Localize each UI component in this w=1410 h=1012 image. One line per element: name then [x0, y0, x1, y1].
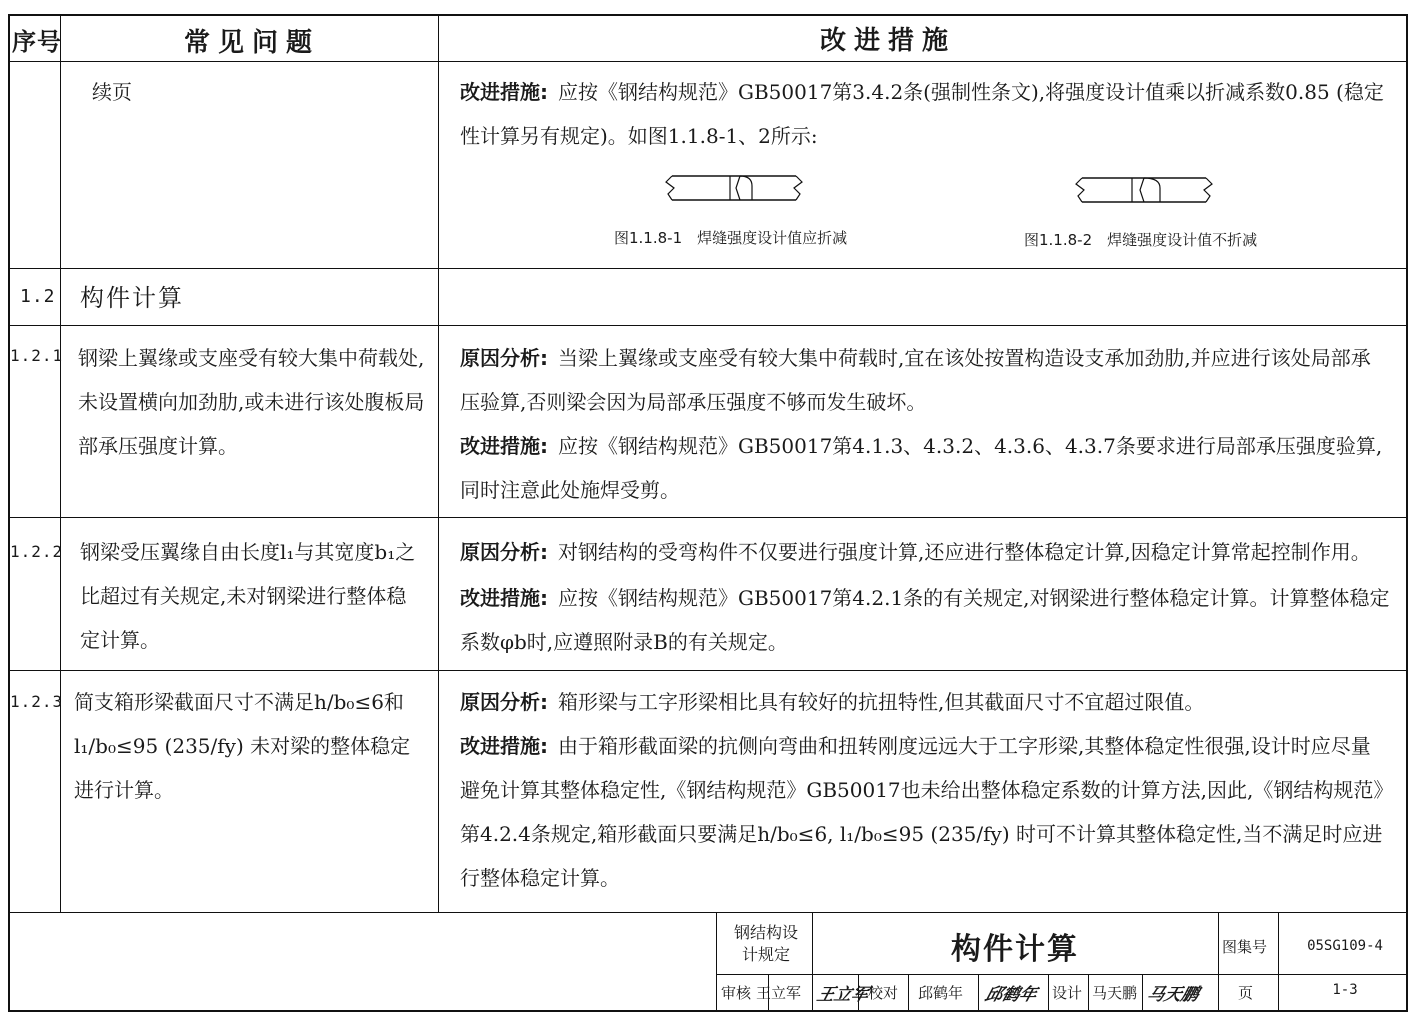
header-no: 序号	[12, 28, 62, 56]
measure-label: 改进措施:	[460, 586, 548, 610]
cause-text: 对钢结构的受弯构件不仅要进行强度计算,还应进行整体稳定计算,因稳定计算常起控制作用。	[558, 540, 1371, 564]
measure-label: 改进措施:	[460, 80, 548, 104]
measure-text: 应按《钢结构规范》GB50017第4.2.1条的有关规定,对钢梁进行整体稳定计算。计算整体稳定系数φb时,应遵照附录B的有关规定。	[460, 586, 1390, 654]
header-rule	[8, 61, 1408, 62]
problems-table	[8, 14, 1408, 1012]
row-problem: 简支箱形梁截面尺寸不满足h/b₀≤6和l₁/b₀≤95 (235/fy) 未对梁的整体稳定进行计算。	[74, 690, 411, 802]
col-rule	[60, 14, 61, 912]
row-measure	[460, 576, 1390, 664]
tb-check-name: 邱鹤年	[918, 984, 964, 1002]
tb-check-label: 校对	[868, 984, 899, 1002]
row-rule	[8, 670, 1408, 671]
header-problem: 常见问题	[184, 28, 321, 58]
row-number: 1.2.3	[10, 692, 64, 711]
row-problem: 钢梁上翼缘或支座受有较大集中荷载处,未设置横向加劲肋,或未进行该处腹板局部承压强度计算。	[78, 346, 425, 458]
measure-text: 应按《钢结构规范》GB50017第3.4.2条(强制性条文),将强度设计值乘以折减系数0.85 (稳定性计算另有规定)。如图1.1.8-1、2所示:	[460, 80, 1384, 148]
tb-atlas-value: 05SG109-4	[1307, 938, 1383, 954]
cont-measure	[460, 70, 1390, 158]
row-measure	[460, 424, 1390, 512]
measure-label: 改进措施:	[460, 734, 548, 758]
cause-text: 箱形梁与工字形梁相比具有较好的抗扭特性,但其截面尺寸不宜超过限值。	[558, 690, 1205, 714]
tb-review-name: 王立军	[756, 984, 802, 1002]
measure-label: 改进措施:	[460, 434, 548, 458]
cause-label: 原因分析:	[460, 690, 548, 714]
fig1-caption: 图1.1.8-1 焊缝强度设计值应折减	[614, 229, 848, 247]
row-problem: 钢梁受压翼缘自由长度l₁与其宽度b₁之比超过有关规定,未对钢梁进行整体稳定计算。	[80, 540, 416, 652]
tb-review-signature: 王立军	[814, 985, 872, 1005]
cause-label: 原因分析:	[460, 540, 548, 564]
cause-text: 当梁上翼缘或支座受有较大集中荷载时,宜在该处按置构造设支承加劲肋,并应进行该处局部承压验算,否则梁会因为局部承压强度不够而发生破坏。	[460, 346, 1371, 414]
tb-design-label: 设计	[1052, 984, 1083, 1002]
row-number: 1.2.1	[10, 346, 64, 365]
row-measure	[460, 724, 1390, 900]
col-rule	[438, 14, 439, 912]
section-number: 1.2	[20, 286, 56, 307]
tb-page-value: 1-3	[1332, 982, 1358, 998]
tb-atlas-label: 图集号	[1222, 938, 1268, 956]
row-rule	[8, 912, 1408, 913]
row-rule	[8, 268, 1408, 269]
fig2-caption: 图1.1.8-2 焊缝强度设计值不折减	[1024, 231, 1258, 249]
tb-design-signature: 马天鹏	[1144, 985, 1202, 1005]
row-cause	[460, 336, 1390, 424]
row-cause	[460, 530, 1400, 574]
tb-title: 构件计算	[951, 932, 1079, 967]
tb-review-label: 审核	[721, 984, 752, 1002]
tb-page-label: 页	[1238, 984, 1254, 1002]
tb-check-signature: 邱鹤年	[982, 985, 1040, 1005]
row-number: 1.2.2	[10, 542, 64, 561]
row-rule	[8, 517, 1408, 518]
header-measure: 改进措施	[820, 26, 957, 56]
weld-figure-not-reduced	[1070, 170, 1220, 214]
cont-problem: 续页	[92, 80, 132, 104]
row-rule	[8, 325, 1408, 326]
tb-design-name: 马天鹏	[1092, 984, 1138, 1002]
measure-text: 应按《钢结构规范》GB50017第4.1.3、4.3.2、4.3.6、4.3.7条要求进行局部承压强度验算,同时注意此处施焊受剪。	[460, 434, 1383, 502]
weld-figure-reduced	[660, 168, 810, 212]
section-title: 构件计算	[80, 284, 184, 312]
cause-label: 原因分析:	[460, 346, 548, 370]
row-cause	[460, 680, 1390, 724]
measure-text: 由于箱形截面梁的抗侧向弯曲和扭转刚度远远大于工字形梁,其整体稳定性很强,设计时应尽量避免计算其整体稳定性,《钢结构规范》GB50017也未给出整体稳定系数的计算方法,因此,《钢结构规范》第4.2.4条规定,箱形截面只要满足h/b₀≤6, l₁/b₀≤95 (235/fy) 时可不计算其整体稳定性,当不满足时应进行整体稳定计算。	[460, 734, 1384, 890]
tb-category: 钢结构设计规定	[733, 923, 798, 964]
